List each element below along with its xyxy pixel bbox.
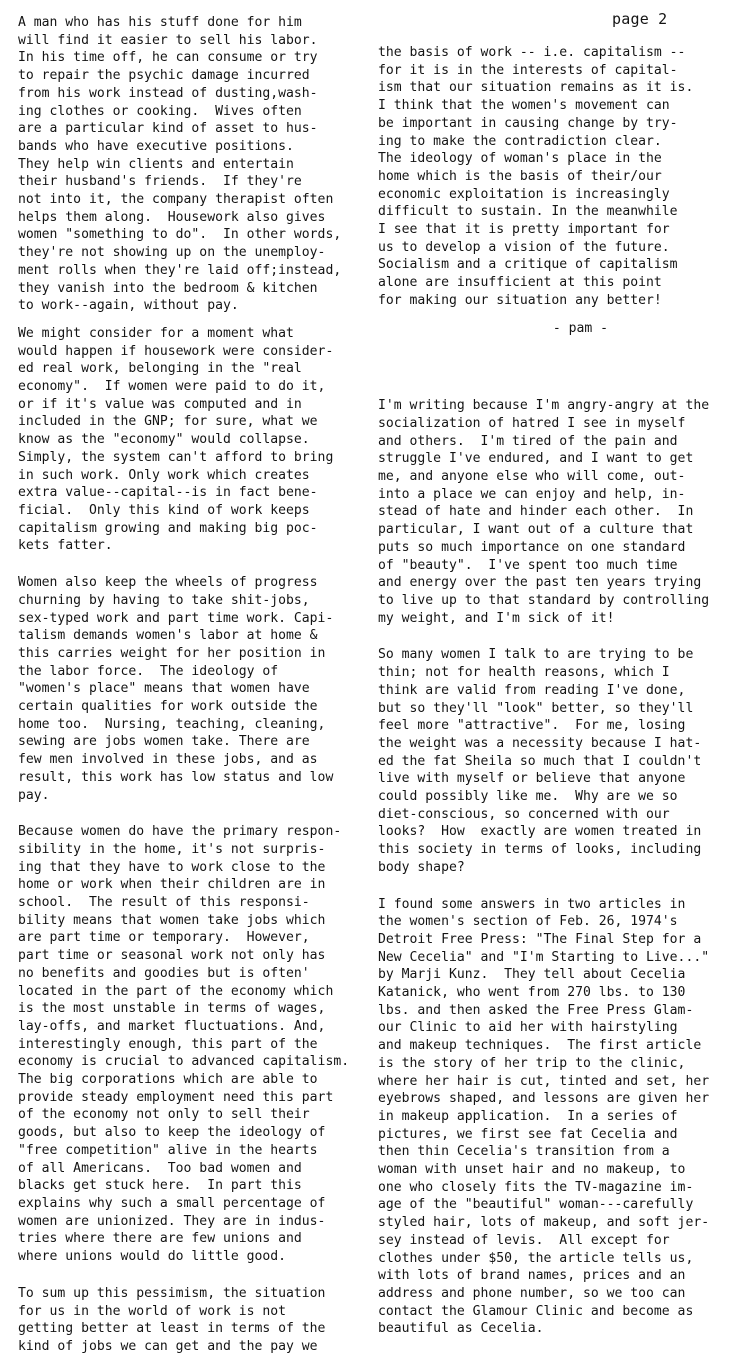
left-paragraph-primary-responsibility: Because women do have the primary respon- sibility in the home, it's not surpris- ing that they have to work close to the home or work when their children are in school. The result of this responsi- bility means that women take jobs which are part time or temporary. However, part time or seasonal work not only has no benefits and goodies but is often' located in the part of the economy which is the most unstable in terms of wages, lay-offs, and market fluctuations. And, interestingly enough, this part of the economy is crucial to advanced capitalism. The big corporations which are able to provide steady employment need this part of the economy not only to sell their goods, but also to keep the ideology of "free competition" alive in the hearts of all Americans. Too bad women and blacks get stuck here. In part this explains why such a small percentage of women are unionized. They are in indus- tries where there are few unions and where unions would do little good. [18,824,350,1265]
left-paragraph-sum-up: To sum up this pessimism, the situation for us in the world of work is not getting better at least in terms of the kind of jobs we can get and the pay we [18,1285,326,1354]
right-column [378,44,740,1338]
right-paragraph-cecelia: I found some answers in two articles in the women's section of Feb. 26, 1974's Detroit Free Press: "The Final Step for a New Cecelia" and "I'm Starting to Live..." by Marji Kunz. They tell about Cecelia Katanick, who went from 270 lbs. to 130 lbs. and then asked the Free Press Glam- our Clinic to aid her with hairstyling and makeup techniques. The first article is the story of her trip to the clinic, where her hair is cut, tinted and set, her eyebrows shaped, and lessons are given her in makeup application. In a series of pictures, we first see fat Cecelia and then thin Cecelia's transition from a woman with unset hair and no makeup, to one who closely fits the TV-magazine im- age of the "beautiful" woman---carefully styled hair, lots of makeup, and soft jer- sey instead of levis. All except for clothes under $50, the article tells us, with lots of brand names, prices and an address and phone number, so we too can contact the Glamour Clinic and become as beautiful as Cecelia. [378,896,710,1337]
right-paragraph-angry: I'm writing because I'm angry-angry at the socialization of hatred I see in myself and others. I'm tired of the pain and struggle I've endured, and I want to get me, and anyone else who will come, out- into a place we can enjoy and help, in- stead of hate and hinder each other. In particular, I want out of a culture that puts so much importance on one standard of "beauty". I've spent too much time and energy over the past ten years trying to live up to that standard by controlling my weight, and I'm sick of it! [378,398,710,626]
page-number: page 2 [612,10,668,28]
left-column [18,14,363,1356]
left-paragraph-real-economy: We might consider for a moment what would happen if housework were consider- ed real work, belonging in the "real economy". If women were paid to do it, or if it's value was computed and in included in the GNP; for sure, what we know as the "economy" would collapse. Simply, the system can't afford to bring in such work. Only work which creates extra value--capital--is in fact bene- ficial. Only this kind of work keeps capitalism growing and making big poc- kets fatter. [18,325,334,554]
right-paragraph-basis-of-work: the basis of work -- i.e. capitalism -- for it is in the interests of capital- ism that our situation remains as it is. I think that the women's movement can be important in causing change by try- ing to make the contradiction clear. The ideology of woman's place in the home which is the basis of their/our economic exploitation is increasingly difficult to sustain. In the meanwhile I see that it is pretty important for us to develop a vision of the future. Socialism and a critique of capitalism alone are insufficient at this point for making our situation any better! [378,45,694,308]
left-paragraph-housework-labor: A man who has his stuff done for him will find it easier to sell his labor. In his time off, he can consume or try to repair the psychic damage incurred from his work instead of dusting,wash- ing clothes or cooking. Wives often are a particular kind of asset to hus- bands who have executive positions. They help win clients and entertain their husband's friends. If they're not into it, the company therapist often helps them along. Housework also gives women "something to do". In other words, they're not showing up on the unemploy- ment rolls when they're laid off;instead, they vanish into the bedroom & kitchen to work--again, without pay. [18,15,342,314]
right-paragraph-thin: So many women I talk to are trying to be thin; not for health reasons, which I think are valid from reading I've done, but so they'll "look" better, so they'll feel more "attractive". For me, losing the weight was a necessity because I hat- ed the fat Sheila so much that I couldn't live with myself or believe that anyone could possibly like me. Why are we so diet-conscious, so concerned with our looks? How exactly are women treated in this society in terms of looks, including body shape? [378,647,702,875]
author-signature: - pam - [552,320,608,336]
left-paragraph-wheels-of-progress: Women also keep the wheels of progress churning by having to take shit-jobs, sex-typed work and part time work. Capi- talism demands women's labor at home & this carries weight for her position in the labor force. The ideology of "women's place" means that women have certain qualities for work outside the home too. Nursing, teaching, cleaning, sewing are jobs women take. There are few men involved in these jobs, and as result, this work has low status and low pay. [18,575,334,803]
